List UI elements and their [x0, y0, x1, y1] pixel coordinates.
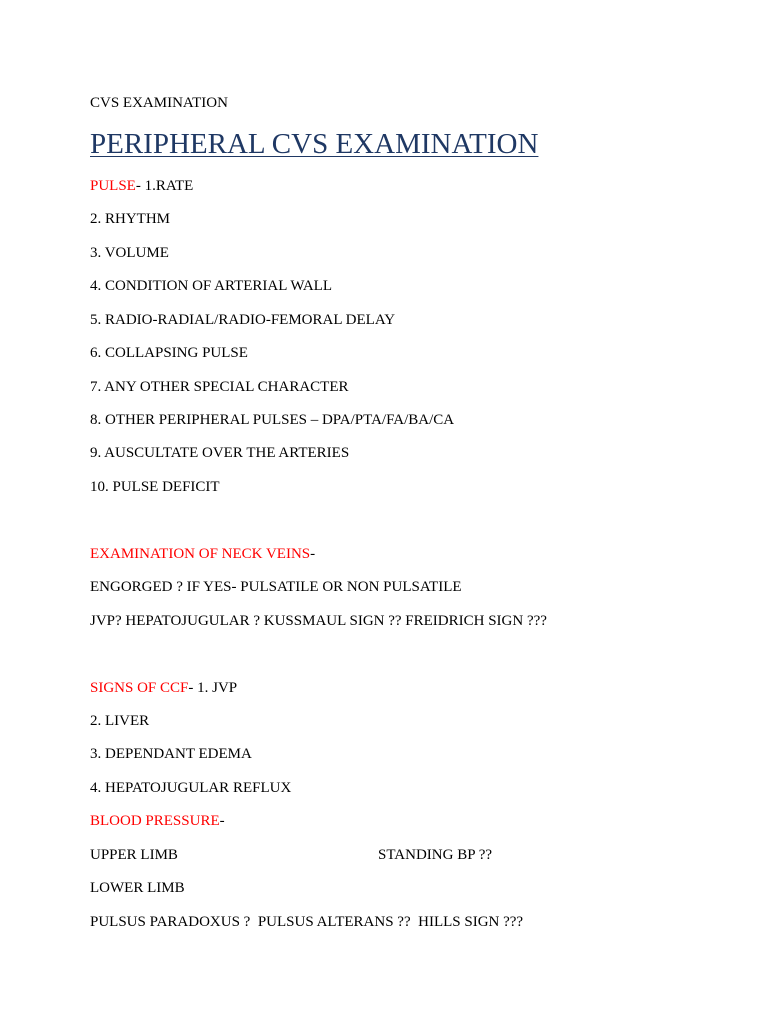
pulse-item-7: 7. ANY OTHER SPECIAL CHARACTER: [90, 379, 349, 395]
bp-standing: STANDING BP ??: [378, 847, 493, 863]
pulse-item-6: 6. COLLAPSING PULSE: [90, 345, 248, 361]
bp-pulsus-line: PULSUS PARADOXUS ? PULSUS ALTERANS ?? HILLS SIGN ???: [90, 914, 524, 930]
bp-suffix: -: [219, 813, 225, 829]
bp-label: BLOOD PRESSURE: [90, 813, 220, 829]
ccf-line: [90, 679, 237, 697]
document-title: CVS EXAMINATION: [90, 95, 228, 111]
bp-heading: [90, 812, 225, 830]
pulse-item-3: 3. VOLUME: [90, 245, 169, 261]
neck-veins-suffix: -: [310, 546, 316, 562]
neck-veins-line-2: JVP? HEPATOJUGULAR ? KUSSMAUL SIGN ?? FREIDRICH SIGN ???: [90, 613, 547, 629]
ccf-item-1: - 1. JVP: [188, 680, 238, 696]
neck-veins-label: EXAMINATION OF NECK VEINS: [90, 546, 311, 562]
ccf-item-2: 2. LIVER: [90, 713, 150, 729]
pulse-item-1: - 1.RATE: [135, 178, 194, 194]
pulse-item-2: 2. RHYTHM: [90, 211, 171, 227]
pulse-item-9: 9. AUSCULTATE OVER THE ARTERIES: [90, 445, 350, 461]
pulse-line: [90, 177, 193, 195]
ccf-item-3: 3. DEPENDANT EDEMA: [90, 746, 252, 762]
pulse-item-4: 4. CONDITION OF ARTERIAL WALL: [90, 278, 332, 294]
ccf-label: SIGNS OF CCF: [90, 680, 189, 696]
bp-lower-limb: LOWER LIMB: [90, 880, 185, 896]
pulse-item-8: 8. OTHER PERIPHERAL PULSES – DPA/PTA/FA/BA/CA: [90, 412, 455, 428]
ccf-item-4: 4. HEPATOJUGULAR REFLUX: [90, 780, 292, 796]
neck-veins-heading: [90, 545, 315, 563]
pulse-label: PULSE: [90, 178, 136, 194]
pulse-item-5: 5. RADIO-RADIAL/RADIO-FEMORAL DELAY: [90, 312, 396, 328]
pulse-item-10: 10. PULSE DEFICIT: [90, 479, 220, 495]
bp-upper-limb: UPPER LIMB: [90, 847, 178, 863]
main-heading: PERIPHERAL CVS EXAMINATION: [90, 128, 539, 160]
neck-veins-line-1: ENGORGED ? IF YES- PULSATILE OR NON PULSATILE: [90, 579, 462, 595]
